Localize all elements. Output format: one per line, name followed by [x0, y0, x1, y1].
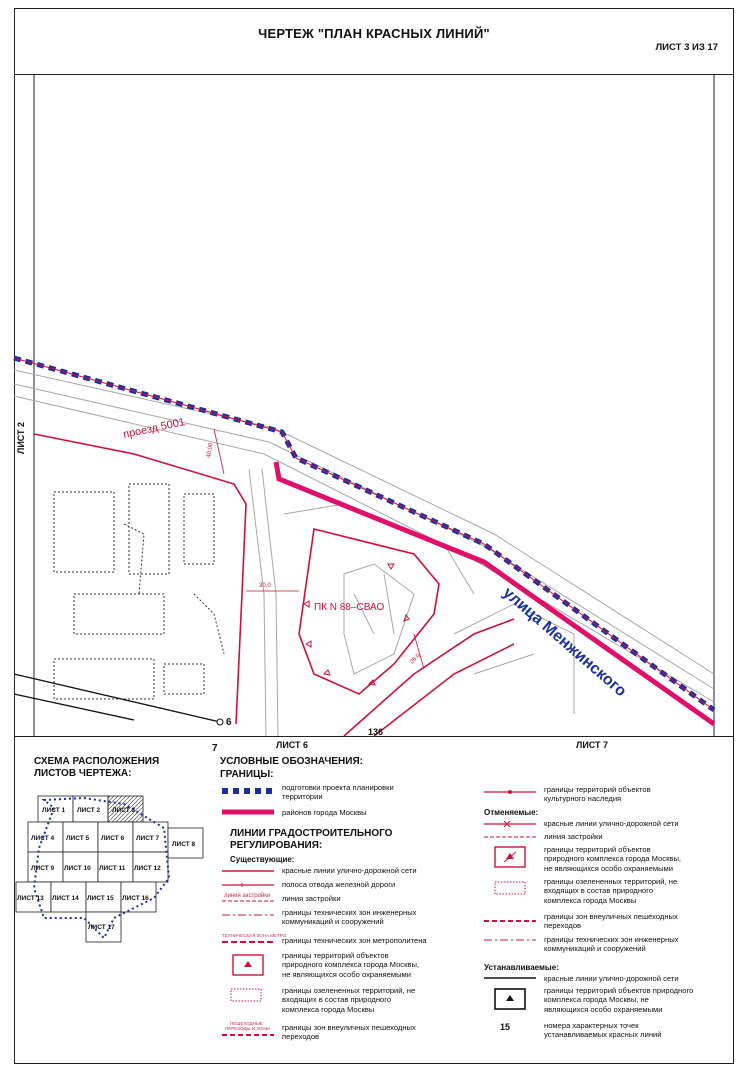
- dim-40: 40.00: [206, 442, 215, 459]
- svg-text:ПЕРЕХОДЫ И ЗОНЫ: ПЕРЕХОДЫ И ЗОНЫ: [225, 1026, 270, 1031]
- red-line-west-block: [34, 434, 246, 724]
- established-heading: Устанавливаемые:: [484, 963, 559, 972]
- legend-s1: красные линии улично-дорожной сети: [544, 974, 679, 983]
- legend-e4: границы технических зон инженерных коммуникаций и сооружений: [282, 908, 417, 927]
- scheme-sheet-2[interactable]: ЛИСТ 2: [77, 807, 101, 814]
- legend-c6: границы зон внеуличных пешеходных переходов: [544, 912, 678, 931]
- scheme-sheet-8[interactable]: ЛИСТ 8: [172, 841, 196, 848]
- red-line-southeast: [344, 619, 514, 736]
- sheet-number: ЛИСТ 3 ИЗ 17: [655, 42, 718, 53]
- district-boundary-symbol: [222, 808, 274, 816]
- legend-e3: линия застройки: [282, 894, 341, 903]
- legend-s2: границы территорий объектов природного комплекса города Москвы, не являющихся особо охраняемыми: [544, 986, 694, 1014]
- scheme-sheet-12[interactable]: ЛИСТ 12: [134, 865, 161, 872]
- cancelled-heading: Отменяемые:: [484, 808, 539, 817]
- point-136-label: 136: [368, 727, 384, 737]
- legend-s3: номера характерных точек устанавливаемых красных линий: [544, 1021, 662, 1040]
- sheets-scheme[interactable]: [14, 788, 214, 964]
- scheme-sheet-9[interactable]: ЛИСТ 9: [31, 865, 55, 872]
- map-svg: [14, 74, 734, 736]
- point-7-label: 7: [212, 743, 218, 754]
- legend-e2: полоса отвода железной дороги: [282, 880, 396, 889]
- scheme-sheet-7[interactable]: ЛИСТ 7: [136, 835, 160, 842]
- legend-b2: районов города Москвы: [282, 808, 367, 817]
- legend-c7: границы технических зон инженерных коммуникаций и сооружений: [544, 935, 679, 954]
- established-lines: [14, 674, 220, 722]
- legend-c4: границы территорий объектов природного комплекса города Москвы, не являющихся особо охраняемыми: [544, 845, 682, 873]
- existing-heading: Существующие:: [230, 855, 295, 864]
- svg-text:линия застройки: линия застройки: [224, 893, 271, 899]
- legend-e1: красные линии улично-дорожной сети: [282, 866, 417, 875]
- legend-e6: границы территорий объектов природного комплекса города Москвы, не являющихся особо охраняемыми: [282, 951, 420, 979]
- legend-heading: УСЛОВНЫЕ ОБОЗНАЧЕНИЯ:: [220, 756, 363, 767]
- road-passage-label: проезд 5001: [122, 416, 187, 441]
- legend-area: [14, 736, 734, 1064]
- scheme-sheet-3[interactable]: ЛИСТ 3: [112, 807, 136, 814]
- dim-30: 30.0: [259, 583, 271, 589]
- lines-heading: ЛИНИИ ГРАДОСТРОИТЕЛЬНОГО РЕГУЛИРОВАНИЯ:: [230, 828, 393, 851]
- scheme-sheet-15[interactable]: ЛИСТ 15: [87, 895, 114, 902]
- scheme-title: СХЕМА РАСПОЛОЖЕНИЯ ЛИСТОВ ЧЕРТЕЖА:: [34, 756, 160, 779]
- pk-label: ПК N 88–СВАО: [314, 602, 385, 613]
- bottom-sheet-right-label: ЛИСТ 7: [576, 740, 609, 750]
- scheme-sheet-4[interactable]: ЛИСТ 4: [31, 835, 55, 842]
- dim-28: 28.0: [409, 652, 422, 666]
- legend-b1: подготовки проекта планировки территории: [282, 783, 394, 802]
- drawing-title: ЧЕРТЕЖ "ПЛАН КРАСНЫХ ЛИНИЙ": [258, 26, 490, 41]
- legend-c1: границы территорий объектов культурного наследия: [544, 785, 651, 804]
- project-boundary-symbol: [222, 786, 274, 796]
- red-lines: [34, 434, 514, 736]
- bottom-sheet-left-label: ЛИСТ 6: [276, 740, 309, 750]
- street-label: улица Менжинского: [499, 584, 630, 701]
- scheme-sheet-17[interactable]: ЛИСТ 17: [88, 924, 115, 931]
- legend-c2: красные линии улично-дорожной сети: [544, 819, 679, 828]
- pk-markers: [304, 564, 409, 685]
- scheme-sheet-6[interactable]: ЛИСТ 6: [101, 835, 125, 842]
- scheme-sheet-14[interactable]: ЛИСТ 14: [52, 895, 79, 902]
- boundaries-heading: ГРАНИЦЫ:: [220, 769, 274, 780]
- scheme-sheet-10[interactable]: ЛИСТ 10: [64, 865, 91, 872]
- legend-e8: границы зон внеуличных пешеходных переходов: [282, 1023, 416, 1042]
- point-6-label: 6: [226, 717, 232, 728]
- project-boundary: [14, 358, 714, 710]
- buildings: [54, 484, 224, 699]
- scheme-sheet-13[interactable]: ЛИСТ 13: [17, 895, 44, 902]
- point-marker-6: [217, 719, 223, 725]
- legend-e7: границы озелененных территорий, не входящих в состав природного комплекса города Москвы: [282, 986, 416, 1014]
- legend-c5: границы озелененных территорий, не входящих в состав природного комплекса города Москвы: [544, 877, 678, 905]
- scheme-sheet-16[interactable]: ЛИСТ 16: [122, 895, 149, 902]
- scheme-sheet-1[interactable]: ЛИСТ 1: [42, 807, 66, 814]
- scheme-sheet-11[interactable]: ЛИСТ 11: [99, 865, 126, 872]
- left-sheet-label: ЛИСТ 2: [16, 421, 26, 454]
- legend-c3: линия застройки: [544, 832, 603, 841]
- legend-s3-number: 15: [500, 1022, 511, 1032]
- scheme-sheet-5[interactable]: ЛИСТ 5: [66, 835, 90, 842]
- svg-text:ПЕШЕХОДНЫЕ: ПЕШЕХОДНЫЕ: [230, 1021, 263, 1026]
- map-area[interactable]: [14, 74, 734, 736]
- svg-text:ТЕХНИЧЕСКАЯ ЗОНА МЕТРО: ТЕХНИЧЕСКАЯ ЗОНА МЕТРО: [222, 933, 287, 938]
- legend-e5: границы технических зон метрополитена: [282, 936, 427, 945]
- project-boundary-inner: [14, 358, 714, 710]
- district-boundary: [276, 462, 714, 724]
